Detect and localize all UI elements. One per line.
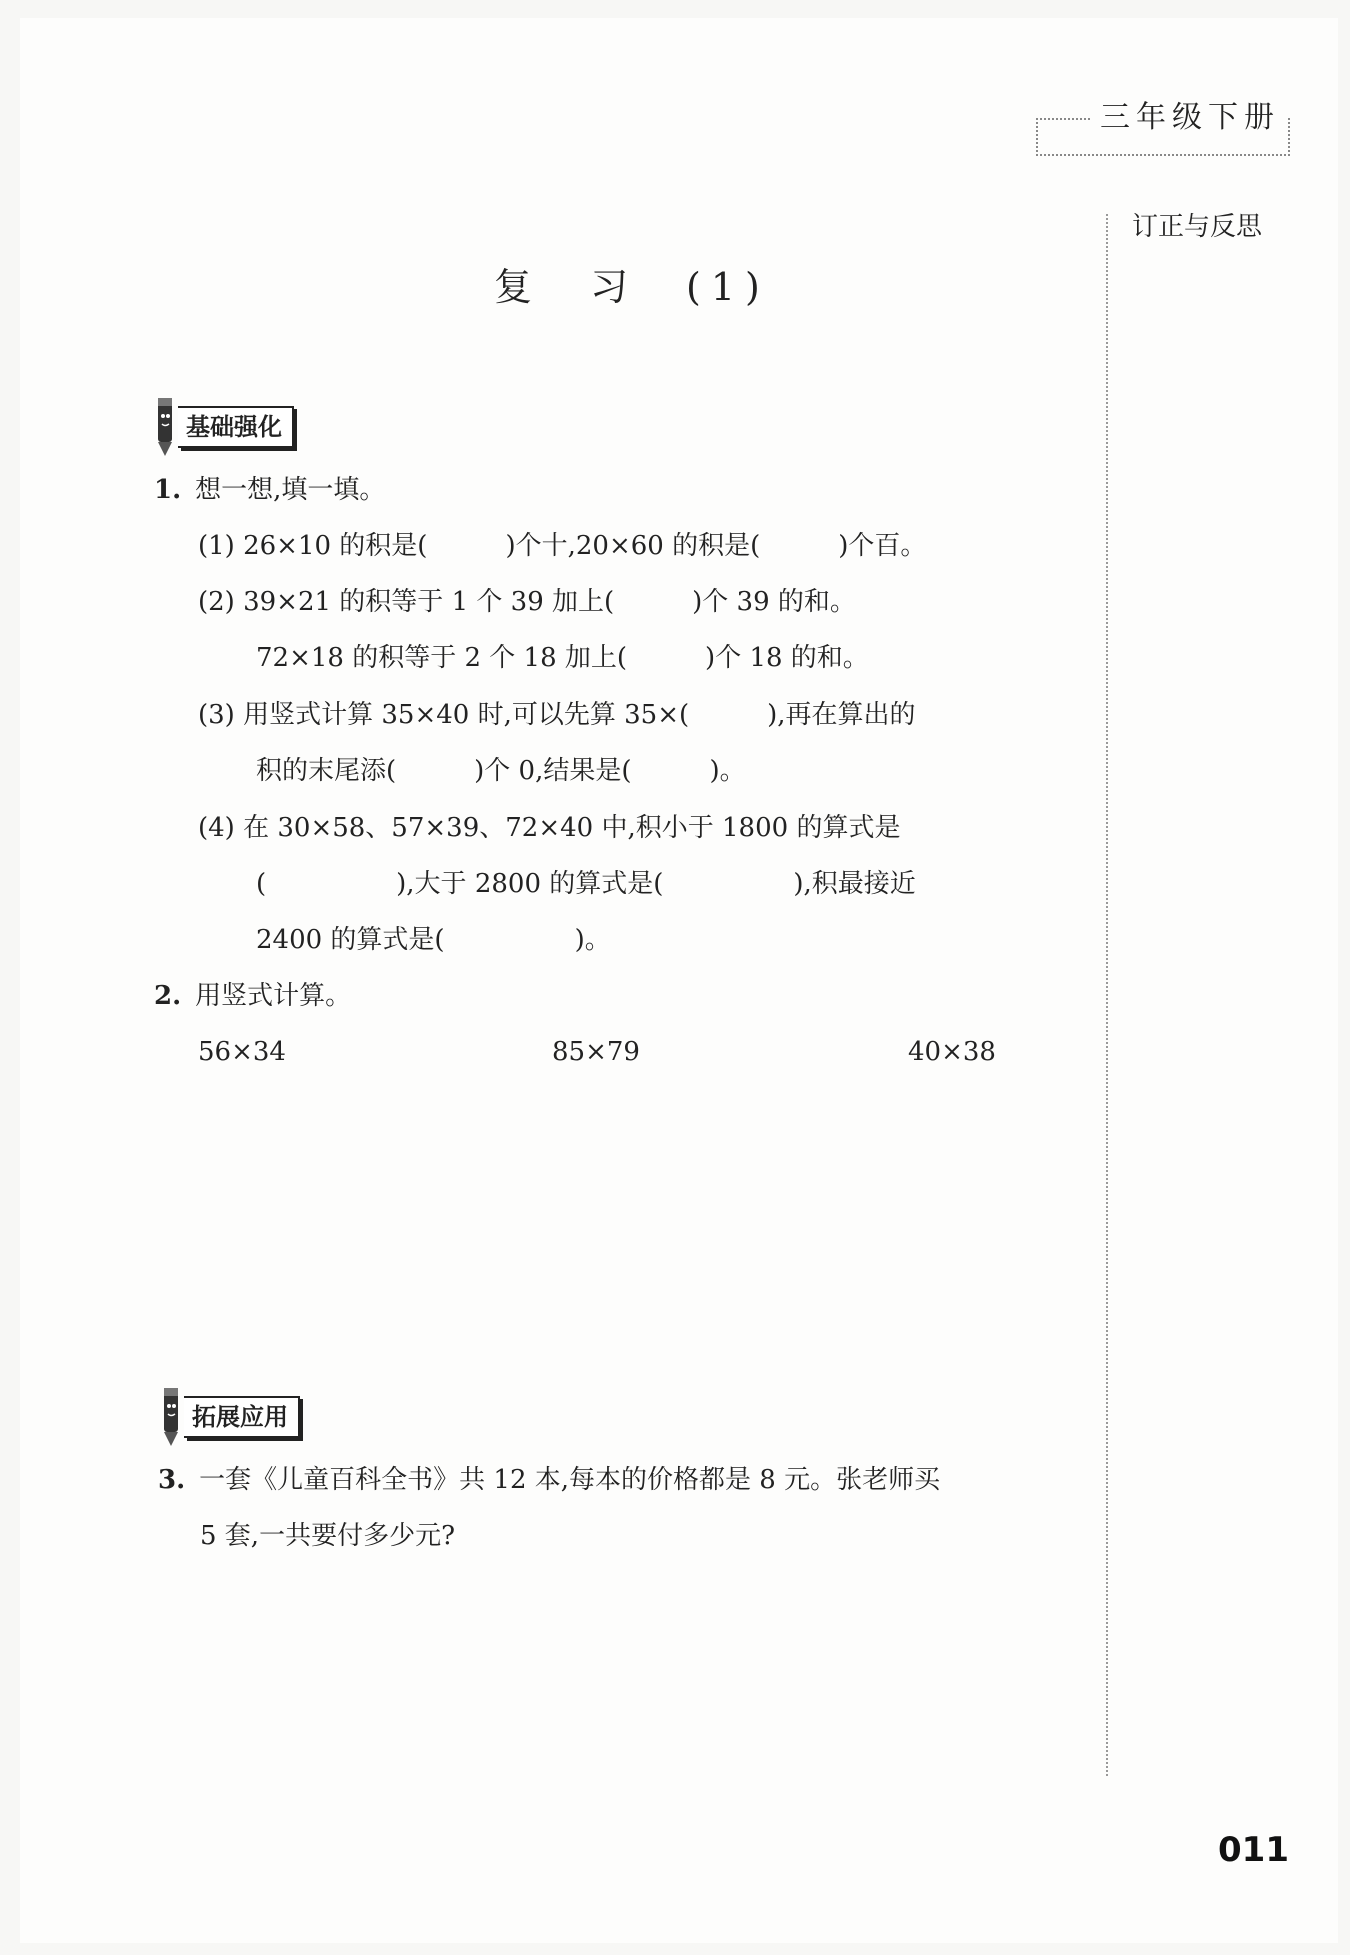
q1-line-6: (4) 在 30×58、57×39、72×40 中,积小于 1800 的算式是 (198, 813, 901, 843)
section-extend-label: 拓展应用 (184, 1396, 300, 1438)
question-1 (154, 472, 385, 508)
question-3-line-2: 5 套,一共要付多少元? (200, 1521, 456, 1551)
grade-label: 三年级下册 (1092, 92, 1288, 136)
side-divider (1106, 214, 1108, 1776)
section-basic-label: 基础强化 (178, 406, 294, 448)
q1-line-2: (2) 39×21 的积等于 1 个 39 加上( )个 39 的和。 (198, 587, 856, 617)
q2-item-2: 85×79 (552, 1037, 640, 1067)
q1-line-1: (1) 26×10 的积是( )个十,20×60 的积是( )个百。 (198, 531, 927, 561)
question-1-text: 想一想,填一填。 (195, 475, 386, 505)
question-2-number: 2. (154, 981, 182, 1011)
q1-line-5: 积的末尾添( )个 0,结果是( )。 (256, 756, 746, 786)
q1-line-3: 72×18 的积等于 2 个 18 加上( )个 18 的和。 (256, 643, 869, 673)
q2-item-1: 56×34 (198, 1037, 286, 1067)
question-2 (154, 978, 351, 1014)
q1-line-8: 2400 的算式是( )。 (256, 925, 611, 955)
q1-line-4: (3) 用竖式计算 35×40 时,可以先算 35×( ),再在算出的 (198, 700, 916, 730)
page-title: 复 习 (1) (494, 265, 770, 309)
question-3-number: 3. (158, 1465, 186, 1495)
pencil-icon (158, 1384, 184, 1450)
q1-line-7: ( ),大于 2800 的算式是( ),积最接近 (256, 869, 916, 899)
question-2-text: 用竖式计算。 (195, 981, 352, 1011)
question-3 (158, 1462, 940, 1498)
question-3-line-1: 一套《儿童百科全书》共 12 本,每本的价格都是 8 元。张老师买 (199, 1465, 941, 1495)
pencil-icon (152, 394, 178, 460)
question-1-number: 1. (154, 475, 182, 505)
page-number: 011 (1218, 1830, 1289, 1870)
correction-reflection-title: 订正与反思 (1132, 212, 1263, 242)
q2-item-3: 40×38 (908, 1037, 996, 1067)
